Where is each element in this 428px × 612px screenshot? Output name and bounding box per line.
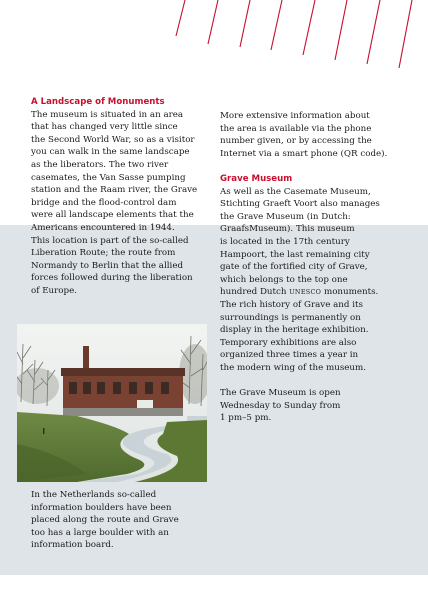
museum-body-part-2: monuments. The rich history of Grave and its surroundings is permanently on display in the heritage exhibition. Temporary exhibitions are also organized three times a year in the modern wing of the museum.: [220, 287, 379, 373]
photo-caption: In the Netherlands so-called information boulders have been placed along the route and Grave too has a large boulder with an information board.: [31, 490, 179, 551]
left-column: [31, 96, 206, 298]
decorative-stripes: [0, 0, 428, 72]
landscape-body-text: The museum is situated in an area that has changed very little since the Second World War, so as a visitor you can walk in the same landscape as the liberators. The two river casemates, the Van Sasse pumping station and the Raam river, the Grave bridge and the flood-control dam were all landscape elements that the Americans encountered in 1944. This location is part of the so-called Liberation Route; the route from Normandy to Berlin that the allied forces followed during the liberation of Europe.: [31, 109, 198, 296]
opening-hours-text: The Grave Museum is open Wednesday to Sunday from 1 pm–5 pm.: [220, 388, 341, 424]
unesco-abbreviation: UNESCO: [289, 288, 322, 297]
pumping-station-photo: [17, 324, 207, 482]
more-info-text: More extensive information about the area is available via the phone number given, or by accessing the Internet via a smart phone (QR code).: [220, 111, 388, 159]
grave-museum-body-text: [220, 186, 410, 375]
right-column: [220, 110, 410, 425]
section-heading-grave-museum: Grave Museum: [220, 173, 293, 184]
museum-body-part-1: As well as the Casemate Museum, Stichting Graeft Voort also manages the Grave Museum (in Dutch: GraafsMuseum). This museum is located in the 17th century Hampoort, the last remaining city gate of the fortified city of Grave, which belongs to the top one hundred Dutch: [220, 186, 380, 298]
section-heading-landscape: A Landscape of Monuments: [31, 97, 165, 107]
